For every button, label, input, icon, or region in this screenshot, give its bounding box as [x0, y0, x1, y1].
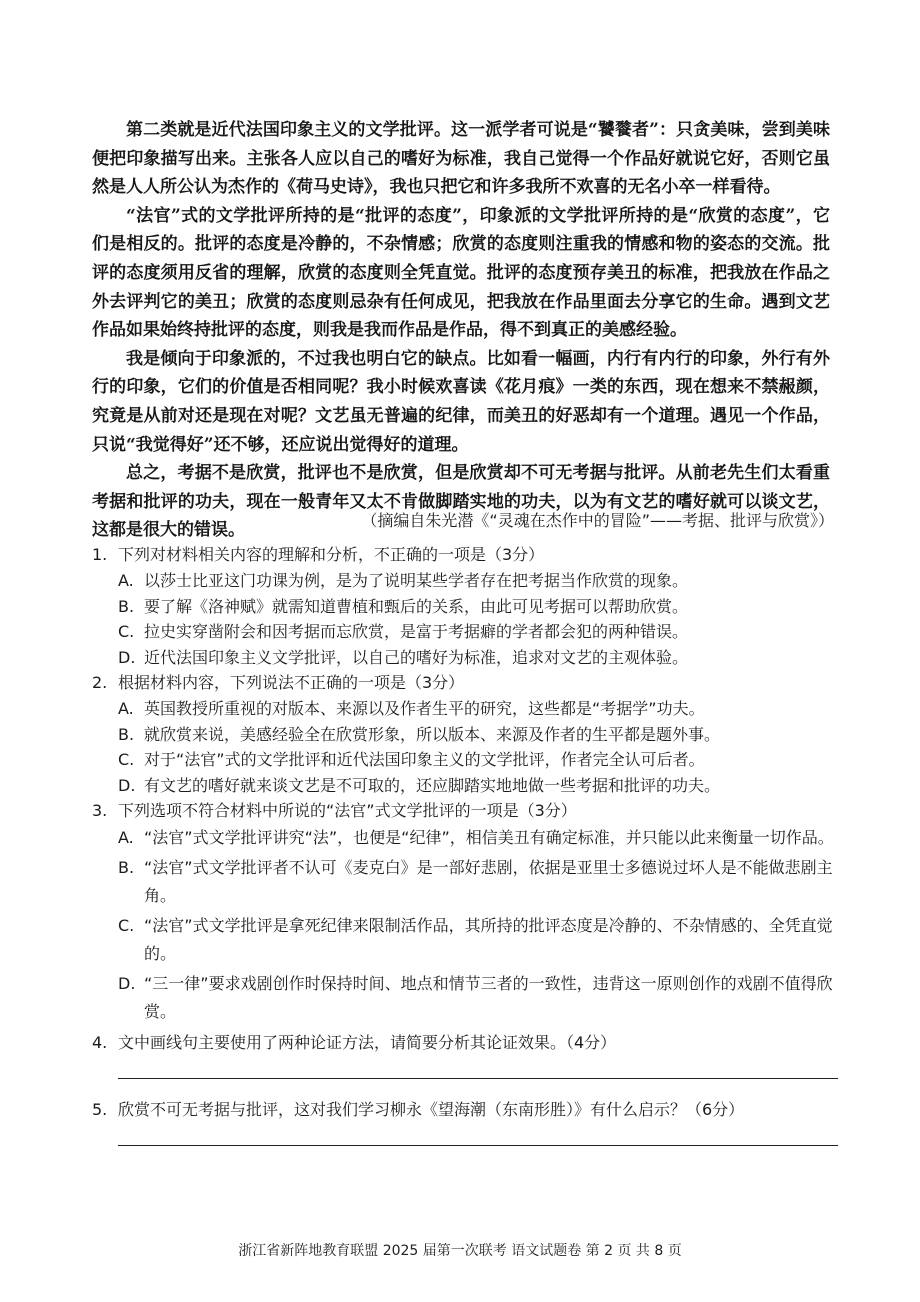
passage-paragraph-2: “法官”式的文学批评所持的是“批评的态度”，印象派的文学批评所持的是“欣赏的态度”，它们是相反的。批评的态度是冷静的，不杂情感；欣赏的态度则注重我的情感和物的姿态的交流。批评的态度须用反省的理解，欣赏的态度则全凭直觉。批评的态度预存美丑的标准，把我放在作品之外去评判它的美丑；欣赏的态度则忌杂有任何成见，把我放在作品里面去分享它的生命。遇到文艺作品如果始终持批评的态度，则我是我而作品是作品，得不到真正的美感经验。 [92, 205, 830, 341]
question-stem: 下列对材料相关内容的理解和分析，不正确的一项是（3分） [118, 545, 545, 564]
question-2 [92, 670, 840, 798]
option-c [92, 747, 840, 773]
option-text: 有文艺的嗜好就来谈文艺是不可取的，还应脚踏实地地做一些考据和批评的功夫。 [144, 775, 721, 795]
option-text: “法官”式文学批评讲究“法”，也便是“纪律”，相信美丑有确定标准，并只能以此来衡量一切作品。 [144, 828, 834, 847]
option-d [92, 773, 840, 799]
passage-paragraph-1: 第二类就是近代法国印象主义的文学批评。这一派学者可说是“饕餮者”：只贪美味，尝到美味便把印象描写出来。主张各人应以自己的嗜好为标准，我自己觉得一个作品好就说它好，否则它虽然是人人所公认为杰作的《荷马史诗》，我也只把它和许多我所不欢喜的无名小卒一样看待。 [92, 120, 830, 198]
question-3 [92, 798, 840, 1026]
option-b [92, 722, 840, 748]
option-letter: B. [118, 596, 135, 616]
option-text: 近代法国印象主义文学批评，以自己的嗜好为标准，追求对文艺的主观体验。 [144, 647, 689, 667]
option-text: 拉史实穿凿附会和因考据而忘欣赏，是富于考据癖的学者都会犯的两种错误。 [144, 622, 689, 641]
option-letter: A. [118, 699, 134, 718]
option-letter: D. [118, 647, 136, 667]
question-list [92, 542, 840, 1164]
option-text: 就欣赏来说，美感经验全在欣赏形象，所以版本、来源及作者的生平都是题外事。 [144, 724, 721, 744]
option-letter: C. [118, 622, 135, 641]
passage-source: （摘编自朱光潜《“灵魂在杰作中的冒险”——考据、批评与欣赏》） [361, 511, 834, 530]
answer-line[interactable] [118, 1145, 838, 1146]
option-d [92, 970, 840, 1026]
option-a [92, 824, 840, 852]
option-c [92, 619, 840, 645]
option-c [92, 912, 840, 968]
question-number: 2. [92, 673, 108, 692]
question-stem: 根据材料内容，下列说法不正确的一项是（3分） [118, 673, 465, 692]
page-footer: 浙江省新阵地教育联盟 2025 届第一次联考 语文试题卷 第 2 页 共 8 页 [238, 1243, 682, 1259]
option-text: “法官”式文学批评是拿死纪律来限制活作品，其所持的批评态度是冷静的、不杂情感的、全凭直觉的。 [144, 916, 833, 963]
question-number: 4. [92, 1033, 108, 1052]
question-stem: 文中画线句主要使用了两种论证方法，请简要分析其论证效果。（4分） [118, 1033, 617, 1052]
option-letter: D. [118, 775, 136, 795]
option-text: 英国教授所重视的对版本、来源以及作者生平的研究，这些都是“考据学”功夫。 [144, 699, 705, 718]
option-letter: B. [118, 724, 135, 744]
question-4 [92, 1030, 840, 1079]
option-text: “三一律”要求戏剧创作时保持时间、地点和情节三者的一致性，违背这一原则创作的戏剧不值得欣赏。 [144, 974, 833, 1021]
question-1 [92, 542, 840, 670]
question-number: 1. [92, 545, 108, 564]
option-letter: C. [118, 916, 135, 935]
option-letter: B. [118, 858, 135, 877]
question-5 [92, 1097, 840, 1146]
question-stem: 下列选项不符合材料中所说的“法官”式文学批评的一项是（3分） [118, 801, 577, 820]
option-letter: A. [118, 828, 134, 847]
reading-passage [92, 116, 830, 545]
option-text: “法官”式文学批评者不认可《麦克白》是一部好悲剧，依据是亚里士多德说过坏人是不能做悲剧主角。 [144, 858, 833, 905]
option-b [92, 854, 840, 910]
option-a [92, 568, 840, 594]
option-letter: A. [118, 571, 134, 590]
question-number: 3. [92, 801, 108, 820]
question-number: 5. [92, 1100, 108, 1119]
option-d [92, 645, 840, 671]
answer-line[interactable] [118, 1078, 838, 1079]
option-text: 对于“法官”式的文学批评和近代法国印象主义的文学批评，作者完全认可后者。 [144, 750, 705, 769]
question-stem: 欣赏不可无考据与批评，这对我们学习柳永《望海潮（东南形胜）》有什么启示？（6分） [118, 1100, 745, 1119]
passage-paragraph-4: 总之，考据不是欣赏，批评也不是欣赏，但是欣赏却不可无考据与批评。从前老先生们太看重考据和批评的功夫，现在一般青年又太不肯做脚踏实地的功夫，以为有文艺的嗜好就可以谈文艺，这都是很大的错误。 [92, 463, 830, 541]
passage-paragraph-3: 我是倾向于印象派的，不过我也明白它的缺点。比如看一幅画，内行有内行的印象，外行有外行的印象，它们的价值是否相同呢？我小时候欢喜读《花月痕》一类的东西，现在想来不禁赧颜，究竟是从前对还是现在对呢？文艺虽无普遍的纪律，而美丑的好恶却有一个道理。遇见一个作品，只说“我觉得好”还不够，还应说出觉得好的道理。 [92, 348, 830, 455]
option-text: 要了解《洛神赋》就需知道曹植和甄后的关系，由此可见考据可以帮助欣赏。 [144, 596, 689, 616]
option-letter: C. [118, 750, 135, 769]
option-b [92, 594, 840, 620]
option-letter: D. [118, 974, 136, 993]
option-a [92, 696, 840, 722]
option-text: 以莎士比亚这门功课为例，是为了说明某些学者存在把考据当作欣赏的现象。 [144, 571, 689, 590]
